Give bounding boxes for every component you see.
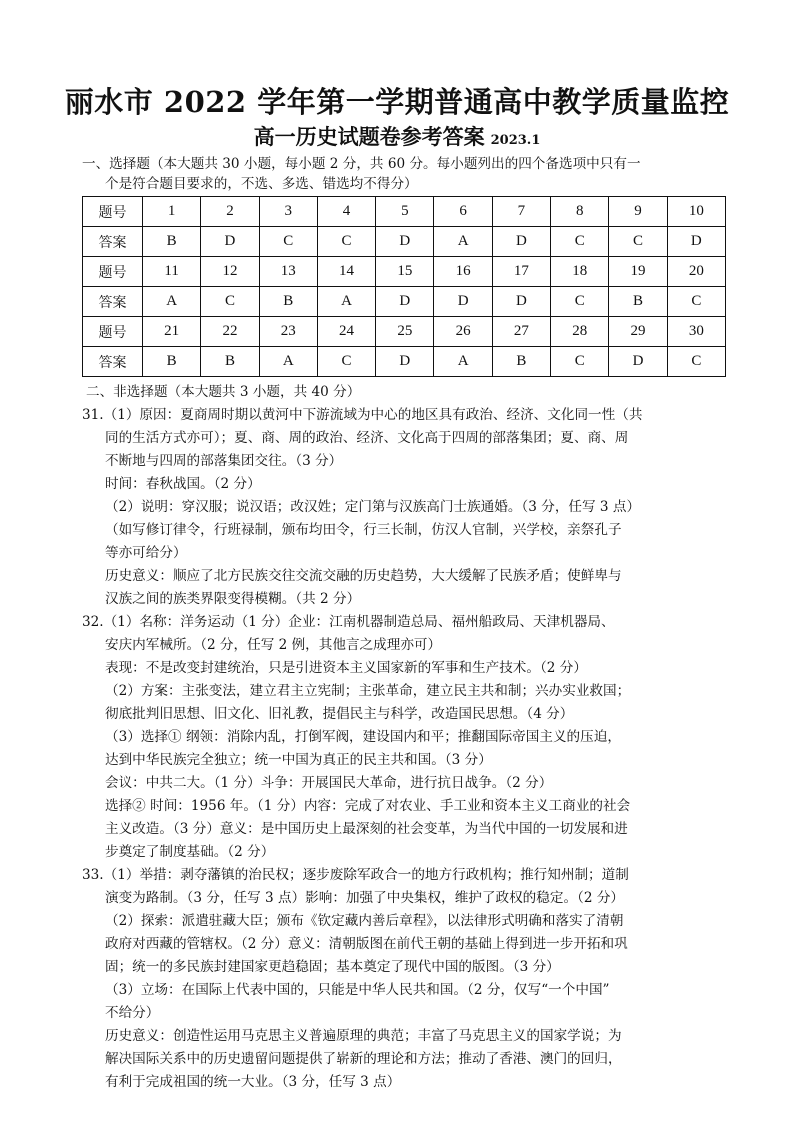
table-cell: C — [317, 227, 375, 257]
section2-line: （如写修订律令，行班禄制，颁布均田令，行三长制，仿汉人官制，兴学校，亲祭孔子 — [105, 522, 622, 538]
section2-line: 31.（1）原因：夏商周时期以黄河中下游流域为中心的地区具有政治、经济、文化同一性（共 — [82, 407, 643, 423]
table-row — [83, 227, 726, 257]
table-cell: B — [609, 287, 667, 317]
section2-line: 彻底批判旧思想、旧文化、旧礼教，提倡民主与科学，改造国民思想。（4 分） — [105, 706, 574, 722]
table-cell: 17 — [492, 257, 550, 287]
table-cell: A — [143, 287, 201, 317]
table-cell: A — [259, 347, 317, 377]
table-cell: 26 — [434, 317, 492, 347]
section2-line: 同的生活方式亦可）；夏、商、周的政治、经济、文化高于四周的部落集团；夏、商、周 — [105, 430, 629, 446]
table-cell: C — [667, 347, 725, 377]
section2-line: 政府对西藏的管辖权。（2 分）意义：清朝版图在前代王朝的基础上得到进一步开拓和巩 — [105, 936, 628, 952]
table-cell: 10 — [667, 197, 725, 227]
table-cell: D — [609, 347, 667, 377]
table-cell: C — [259, 227, 317, 257]
section2-line: （3）立场：在国际上代表中国的，只能是中华人民共和国。（2 分，仅写“一个中国” — [105, 982, 610, 998]
section2-line: （2）探索：派遣驻藏大臣；颁布《钦定藏内善后章程》，以法律形式明确和落实了清朝 — [105, 913, 624, 929]
answer-table — [82, 196, 726, 377]
table-cell: 7 — [492, 197, 550, 227]
table-cell: A — [434, 347, 492, 377]
section2-line: 表现：不是改变封建统治，只是引进资本主义国家新的军事和生产技术。（2 分） — [105, 660, 587, 676]
table-cell: 22 — [201, 317, 259, 347]
table-cell: C — [201, 287, 259, 317]
table-cell: D — [376, 287, 434, 317]
table-cell: 3 — [259, 197, 317, 227]
table-row — [83, 317, 726, 347]
row-label: 答案 — [83, 347, 143, 377]
section2-line: 步奠定了制度基础。（2 分） — [105, 844, 275, 860]
table-cell: D — [376, 227, 434, 257]
table-cell: A — [434, 227, 492, 257]
section2-line: 会议：中共二大。（1 分）斗争：开展国民大革命，进行抗日战争。（2 分） — [105, 775, 553, 791]
table-cell: D — [434, 287, 492, 317]
section2-line: 固；统一的多民族封建国家更趋稳固；基本奠定了现代中国的版图。（3 分） — [105, 959, 560, 975]
table-cell: 11 — [143, 257, 201, 287]
table-cell: C — [551, 287, 609, 317]
table-row — [83, 197, 726, 227]
table-cell: 14 — [317, 257, 375, 287]
table-cell: B — [143, 347, 201, 377]
table-cell: 16 — [434, 257, 492, 287]
section1-line: 一、选择题（本大题共 30 小题，每小题 2 分，共 60 分。每小题列出的四个备选项中只有一 — [82, 156, 641, 172]
row-label: 答案 — [83, 227, 143, 257]
table-cell: D — [667, 227, 725, 257]
table-cell: C — [551, 347, 609, 377]
section2-line: 时间：春秋战国。（2 分） — [105, 476, 261, 492]
table-cell: 25 — [376, 317, 434, 347]
section2-line: 不给分） — [105, 1005, 160, 1021]
section2-line: 32.（1）名称：洋务运动（1 分）企业：江南机器制造总局、福州船政局、天津机器局、 — [82, 614, 615, 630]
table-cell: C — [609, 227, 667, 257]
table-cell: A — [317, 287, 375, 317]
table-cell: 9 — [609, 197, 667, 227]
table-cell: 13 — [259, 257, 317, 287]
table-cell: 28 — [551, 317, 609, 347]
table-cell: 20 — [667, 257, 725, 287]
table-row — [83, 257, 726, 287]
section2-line: 有利于完成祖国的统一大业。（3 分，任写 3 点） — [105, 1074, 401, 1090]
table-cell: 15 — [376, 257, 434, 287]
table-cell: 8 — [551, 197, 609, 227]
table-cell: 18 — [551, 257, 609, 287]
section2-line: 演变为路制。（3 分，任写 3 点）影响：加强了中央集权，维护了政权的稳定。（2 分） — [105, 890, 625, 906]
section2-line: 达到中华民族完全独立；统一中国为真正的民主共和国。（3 分） — [105, 752, 492, 768]
table-cell: 2 — [201, 197, 259, 227]
table-cell: 23 — [259, 317, 317, 347]
table-cell: B — [492, 347, 550, 377]
subtitle-text: 高一历史试题卷参考答案 — [253, 124, 485, 149]
section2-line: 解决国际关系中的历史遗留问题提供了崭新的理论和方法；推动了香港、澳门的回归， — [105, 1051, 622, 1067]
table-cell: B — [201, 347, 259, 377]
page-subtitle — [0, 121, 794, 151]
table-cell: B — [259, 287, 317, 317]
table-cell: 6 — [434, 197, 492, 227]
table-cell: C — [551, 227, 609, 257]
section2-line: （2）说明：穿汉服；说汉语；改汉姓；定门第与汉族高门士族通婚。（3 分，任写 3 点） — [105, 499, 641, 515]
table-cell: 21 — [143, 317, 201, 347]
section2-line: 主义改造。（3 分）意义：是中国历史上最深刻的社会变革，为当代中国的一切发展和进 — [105, 821, 628, 837]
table-cell: D — [201, 227, 259, 257]
table-cell: 19 — [609, 257, 667, 287]
table-cell: C — [667, 287, 725, 317]
table-cell: 24 — [317, 317, 375, 347]
section2-line: （2）方案：主张变法，建立君主立宪制；主张革命，建立民主共和制；兴办实业救国； — [105, 683, 631, 699]
table-cell: D — [376, 347, 434, 377]
exam-date: 2023.1 — [490, 133, 541, 148]
section2-line: 历史意义：顺应了北方民族交往交流交融的历史趋势，大大缓解了民族矛盾；使鲜卑与 — [105, 568, 622, 584]
section2-line: 33.（1）举措：剥夺藩镇的治民权；逐步废除军政合一的地方行政机构；推行知州制；道制 — [82, 867, 629, 883]
table-cell: D — [492, 287, 550, 317]
section2-line: 等亦可给分） — [105, 545, 187, 561]
table-cell: C — [317, 347, 375, 377]
table-row — [83, 287, 726, 317]
row-label: 答案 — [83, 287, 143, 317]
section2-line: 选择② 时间：1956 年。（1 分）内容：完成了对农业、手工业和资本主义工商业的社会 — [105, 798, 631, 814]
table-cell: 30 — [667, 317, 725, 347]
section2-line: （3）选择① 纲领：消除内乱，打倒军阀，建设国内和平；推翻国际帝国主义的压迫， — [105, 729, 621, 745]
table-cell: 5 — [376, 197, 434, 227]
page-title: 丽水市 2022 学年第一学期普通高中教学质量监控 — [64, 85, 730, 119]
table-cell: D — [492, 227, 550, 257]
table-cell: 27 — [492, 317, 550, 347]
table-cell: 29 — [609, 317, 667, 347]
section2-line: 历史意义：创造性运用马克思主义普遍原理的典范；丰富了马克思主义的国家学说；为 — [105, 1028, 622, 1044]
section2-line: 不断地与四周的部落集团交往。（3 分） — [105, 453, 343, 469]
section2-line: 安庆内军械所。（2 分，任写 2 例，其他言之成理亦可） — [105, 637, 442, 653]
section2-line: 二、非选择题（本大题共 3 小题，共 40 分） — [86, 384, 361, 400]
table-cell: 12 — [201, 257, 259, 287]
row-label: 题号 — [83, 257, 143, 287]
section2-line: 汉族之间的族类界限变得模糊。（共 2 分） — [105, 591, 361, 607]
table-cell: 4 — [317, 197, 375, 227]
row-label: 题号 — [83, 317, 143, 347]
section1-line: 个是符合题目要求的，不选、多选、错选均不得分） — [105, 176, 418, 192]
table-row — [83, 347, 726, 377]
table-cell: B — [143, 227, 201, 257]
row-label: 题号 — [83, 197, 143, 227]
table-cell: 1 — [143, 197, 201, 227]
